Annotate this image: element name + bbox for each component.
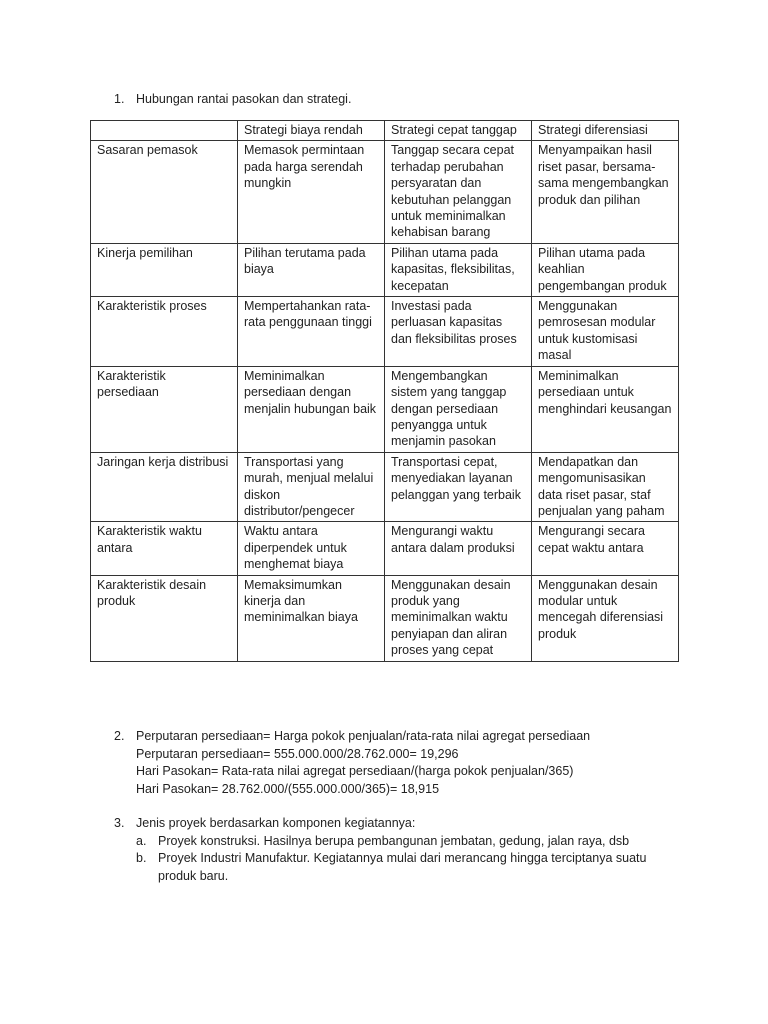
formula-line: Perputaran persediaan= 555.000.000/28.762.000= 19,296 (136, 746, 459, 761)
table-row (91, 243, 679, 296)
table-cell: Menggunakan desain modular untuk mencegah diferensiasi produk (532, 575, 679, 661)
table-cell: Tanggap secara cepat terhadap perubahan persyaratan dan kebutuhan pelanggan untuk meminimalkan kehabisan barang (385, 141, 532, 243)
list-item-letter: a. (136, 833, 147, 848)
table-row (91, 366, 679, 452)
table-header-cell: Strategi biaya rendah (238, 121, 385, 141)
table-cell: Memaksimumkan kinerja dan meminimalkan biaya (238, 575, 385, 661)
table-cell: Investasi pada perluasan kapasitas dan fleksibilitas proses (385, 297, 532, 367)
table-cell: Mengurangi secara cepat waktu antara (532, 522, 679, 575)
table-cell: Menyampaikan hasil riset pasar, bersama-sama mengembangkan produk dan pilihan (532, 141, 679, 243)
formula-line: Hari Pasokan= 28.762.000/(555.000.000/365)= 18,915 (136, 782, 440, 797)
table-cell: Karakteristik desain produk (91, 575, 238, 661)
table-cell: Pilihan utama pada keahlian pengembangan produk (532, 243, 679, 296)
table-header-row (91, 121, 679, 141)
formula-line: Hari Pasokan= Rata-rata nilai agregat persediaan/(harga pokok penjualan/365) (136, 764, 574, 779)
strategy-table (90, 120, 679, 662)
table-cell: Mendapatkan dan mengomunisasikan data riset pasar, staf penjualan yang paham (532, 452, 679, 522)
list-item-text: Proyek konstruksi. Hasilnya berupa pembangunan jembatan, gedung, jalan raya, dsb (158, 833, 630, 848)
table-header-cell: Strategi diferensiasi (532, 121, 679, 141)
table-cell: Meminimalkan persediaan untuk menghindari keusangan (532, 366, 679, 452)
table-cell: Transportasi yang murah, menjual melalui diskon distributor/pengecer (238, 452, 385, 522)
table-cell: Menggunakan desain produk yang meminimalkan waktu penyiapan dan aliran proses yang cepat (385, 575, 532, 661)
section-2 (114, 728, 590, 799)
table-cell: Menggunakan pemrosesan modular untuk kustomisasi masal (532, 297, 679, 367)
list-item-letter: b. (136, 851, 147, 866)
section-1-title: Hubungan rantai pasokan dan strategi. (136, 92, 352, 106)
table-cell: Transportasi cepat, menyediakan layanan pelanggan yang terbaik (385, 452, 532, 522)
table-row (91, 141, 679, 243)
formula-line: Perputaran persediaan= Harga pokok penjualan/rata-rata nilai agregat persediaan (136, 729, 591, 743)
table-row (91, 575, 679, 661)
table-cell: Meminimalkan persediaan dengan menjalin hubungan baik (238, 366, 385, 452)
section-1-number: 1. (114, 92, 125, 106)
table-cell: Mempertahankan rata-rata penggunaan tinggi (238, 297, 385, 367)
section-3-title: Jenis proyek berdasarkan komponen kegiatannya: (136, 816, 416, 830)
section-2-number: 2. (114, 729, 125, 743)
section-1-heading (114, 92, 351, 106)
table-cell: Waktu antara diperpendek untuk menghemat biaya (238, 522, 385, 575)
table-cell: Karakteristik waktu antara (91, 522, 238, 575)
table-header-cell: Strategi cepat tanggap (385, 121, 532, 141)
table-cell: Karakteristik proses (91, 297, 238, 367)
list-item (114, 833, 674, 851)
table-row (91, 297, 679, 367)
table-cell: Pilihan utama pada kapasitas, fleksibilitas, kecepatan (385, 243, 532, 296)
table-cell: Karakteristik persediaan (91, 366, 238, 452)
table-cell: Mengembangkan sistem yang tanggap dengan persediaan penyangga untuk menjamin pasokan (385, 366, 532, 452)
section-3 (114, 815, 674, 886)
list-item-text: Proyek Industri Manufaktur. Kegiatannya mulai dari merancang hingga terciptanya suatu produk baru. (158, 851, 647, 884)
section-3-number: 3. (114, 816, 125, 830)
table-row (91, 452, 679, 522)
table-cell: Sasaran pemasok (91, 141, 238, 243)
table-row (91, 522, 679, 575)
table-cell: Jaringan kerja distribusi (91, 452, 238, 522)
list-item (114, 850, 674, 885)
table-cell: Pilihan terutama pada biaya (238, 243, 385, 296)
table-cell: Memasok permintaan pada harga serendah mungkin (238, 141, 385, 243)
table-cell: Mengurangi waktu antara dalam produksi (385, 522, 532, 575)
table-cell: Kinerja pemilihan (91, 243, 238, 296)
table-header-cell (91, 121, 238, 141)
